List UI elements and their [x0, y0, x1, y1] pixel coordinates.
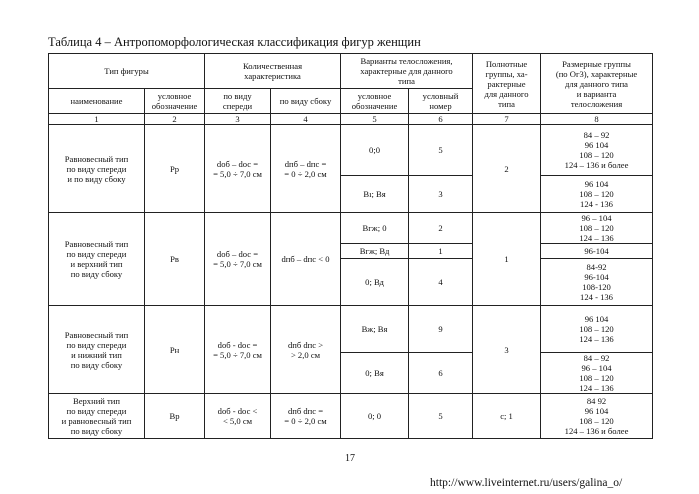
column-number-text: 4	[303, 114, 308, 124]
header-front	[205, 89, 271, 114]
column-number	[341, 114, 409, 125]
figure-symbol-text: Рн	[169, 344, 180, 355]
size-groups	[541, 244, 653, 259]
source-url[interactable]: http://www.liveinternet.ru/users/galina_o/	[430, 477, 623, 489]
figure-name	[49, 394, 145, 439]
variant-number	[409, 353, 473, 394]
header-cond-sym-text: условное обозначение	[151, 91, 198, 111]
variant-number-text: 3	[438, 189, 443, 199]
front-characteristic	[205, 306, 271, 394]
side-characteristic	[271, 213, 341, 306]
full-group	[473, 213, 541, 306]
size-groups	[541, 394, 653, 439]
full-group-text: 1	[504, 254, 509, 264]
variant-number	[409, 213, 473, 244]
variant-symbol	[341, 259, 409, 306]
column-number	[145, 114, 205, 125]
header-figure-type-text: Тип фигуры	[104, 66, 149, 76]
side-characteristic	[271, 394, 341, 439]
variant-symbol-text: Вı; Вя	[363, 189, 386, 199]
variant-symbol	[341, 353, 409, 394]
variant-number	[409, 125, 473, 176]
variant-symbol	[341, 213, 409, 244]
figure-symbol	[145, 213, 205, 306]
figure-name	[49, 213, 145, 306]
header-name-text: наименование	[70, 96, 123, 106]
variant-symbol-text: 0; Вя	[365, 368, 384, 378]
header-variants-text: Варианты телосложения, характерные для данного типа	[360, 56, 453, 86]
header-cond-num-text: условный номер	[422, 91, 459, 111]
column-number-text: 8	[594, 114, 599, 124]
figure-symbol	[145, 125, 205, 213]
variant-symbol	[341, 306, 409, 353]
variant-number-text: 4	[438, 277, 443, 287]
header-size-groups	[541, 54, 653, 114]
header-var-sym	[341, 89, 409, 114]
side-characteristic-text: dпб dпс = = 0 ÷ 2,0 см	[284, 406, 327, 426]
figure-symbol-text: Рр	[169, 163, 180, 174]
table-row	[49, 394, 653, 439]
figure-name-text: Верхний тип по виду спереди и равновесный тип по виду сбоку	[61, 396, 132, 436]
header-quant-text: Количественная характеристика	[242, 61, 303, 81]
figure-name	[49, 125, 145, 213]
size-groups-text: 84 92 96 104 108 – 120 124 – 136 и более	[564, 396, 629, 436]
column-number	[49, 114, 145, 125]
full-group-text: с; 1	[500, 411, 513, 421]
size-groups-text: 96-104	[584, 246, 609, 256]
side-characteristic-text: dпб dпс > > 2,0 см	[287, 339, 324, 360]
size-groups-text: 96 – 104 108 – 120 124 – 136	[579, 213, 614, 243]
header-name	[49, 89, 145, 114]
column-number	[409, 114, 473, 125]
variant-number-text: 6	[438, 368, 443, 378]
variant-symbol-text: Вгж; Вд	[359, 246, 390, 256]
size-groups-text: 96 104 108 – 120 124 – 136	[579, 314, 614, 344]
size-groups	[541, 353, 653, 394]
column-number	[205, 114, 271, 125]
variant-symbol	[341, 394, 409, 439]
figure-symbol-text: Вр	[169, 411, 180, 421]
column-number-text: 5	[372, 114, 377, 124]
variant-symbol-text: Вж; Вя	[361, 324, 388, 334]
variant-symbol	[341, 176, 409, 213]
column-number-text: 3	[235, 114, 240, 124]
size-groups-text: 96 104 108 – 120 124 - 136	[579, 179, 614, 209]
side-characteristic	[271, 125, 341, 213]
table-row	[49, 213, 653, 244]
variant-number-text: 2	[438, 223, 443, 233]
side-characteristic-text: dпб – dпс = = 0 ÷ 2,0 см	[284, 158, 327, 179]
figure-symbol-text: Рв	[170, 254, 179, 264]
size-groups-text: 84 – 92 96 – 104 108 – 120 124 – 136	[579, 353, 614, 393]
size-groups	[541, 176, 653, 213]
column-number-text: 6	[438, 114, 443, 124]
variant-symbol-text: 0; 0	[367, 411, 382, 421]
size-groups	[541, 259, 653, 306]
header-full-groups-text: Полнотные группы, ха- рактерные для данного типа	[484, 58, 529, 109]
variant-number	[409, 259, 473, 306]
column-number	[541, 114, 653, 125]
variant-number-text: 5	[438, 145, 443, 155]
header-side	[271, 89, 341, 114]
variant-symbol	[341, 244, 409, 259]
header-variants	[341, 54, 473, 89]
page-number: 17	[345, 453, 355, 464]
side-characteristic	[271, 306, 341, 394]
side-characteristic-text: dпб – dпс < 0	[281, 254, 330, 264]
front-characteristic-text: dоб - dос < < 5,0 см	[217, 406, 258, 426]
header-cond-sym	[145, 89, 205, 114]
column-number-text: 1	[94, 114, 99, 124]
variant-number	[409, 176, 473, 213]
size-groups-text: 84 – 92 96 104 108 – 120 124 – 136 и более	[564, 130, 629, 170]
variant-symbol	[341, 125, 409, 176]
column-number-text: 2	[172, 114, 177, 124]
front-characteristic-text: dоб - dос = = 5,0 ÷ 7,0 см	[213, 339, 262, 360]
column-number	[271, 114, 341, 125]
full-group-text: 3	[504, 344, 509, 355]
header-quant	[205, 54, 341, 89]
size-groups	[541, 125, 653, 176]
variant-number-text: 1	[438, 246, 443, 256]
variant-number-text: 5	[438, 411, 443, 421]
full-group-text: 2	[504, 163, 509, 174]
front-characteristic	[205, 125, 271, 213]
header-full-groups	[473, 54, 541, 114]
figure-name-text: Равновесный тип по виду спереди и нижний тип по виду сбоку	[64, 329, 129, 370]
figure-symbol	[145, 394, 205, 439]
figure-name-text: Равновесный тип по виду спереди и по виду сбоку	[64, 153, 129, 184]
front-characteristic	[205, 394, 271, 439]
front-characteristic-text: dоб – dос = = 5,0 ÷ 7,0 см	[213, 158, 262, 179]
header-size-groups-text: Размерные группы (по Ог3), характерные для данного типа и варианта телосложения	[555, 58, 638, 109]
header-front-text: по виду спереди	[222, 91, 253, 111]
variant-number	[409, 394, 473, 439]
variant-symbol-text: 0; Вд	[365, 277, 384, 287]
variant-symbol-text: 0;0	[369, 145, 380, 155]
table-row	[49, 306, 653, 353]
figure-symbol	[145, 306, 205, 394]
full-group	[473, 125, 541, 213]
classification-table	[48, 53, 653, 439]
size-groups-text: 84-92 96-104 108-120 124 - 136	[580, 262, 613, 302]
front-characteristic-text: dоб – dос = = 5,0 ÷ 7,0 см	[213, 249, 262, 269]
figure-name	[49, 306, 145, 394]
column-number	[473, 114, 541, 125]
size-groups	[541, 306, 653, 353]
figure-name-text: Равновесный тип по виду спереди и верхний тип по виду сбоку	[64, 239, 129, 279]
column-number-text: 7	[504, 114, 509, 124]
header-figure-type	[49, 54, 205, 89]
size-groups	[541, 213, 653, 244]
header-cond-num	[409, 89, 473, 114]
variant-number	[409, 306, 473, 353]
table-caption: Таблица 4 – Антропоморфологическая классификация фигур женщин	[48, 35, 421, 49]
header-side-text: по виду сбоку	[279, 96, 332, 106]
table-row	[49, 125, 653, 176]
front-characteristic	[205, 213, 271, 306]
full-group	[473, 306, 541, 394]
full-group	[473, 394, 541, 439]
header-var-sym-text: условное обозначение	[351, 91, 398, 111]
variant-number-text: 9	[438, 324, 443, 334]
variant-symbol-text: Вгж; 0	[362, 223, 387, 233]
variant-number	[409, 244, 473, 259]
